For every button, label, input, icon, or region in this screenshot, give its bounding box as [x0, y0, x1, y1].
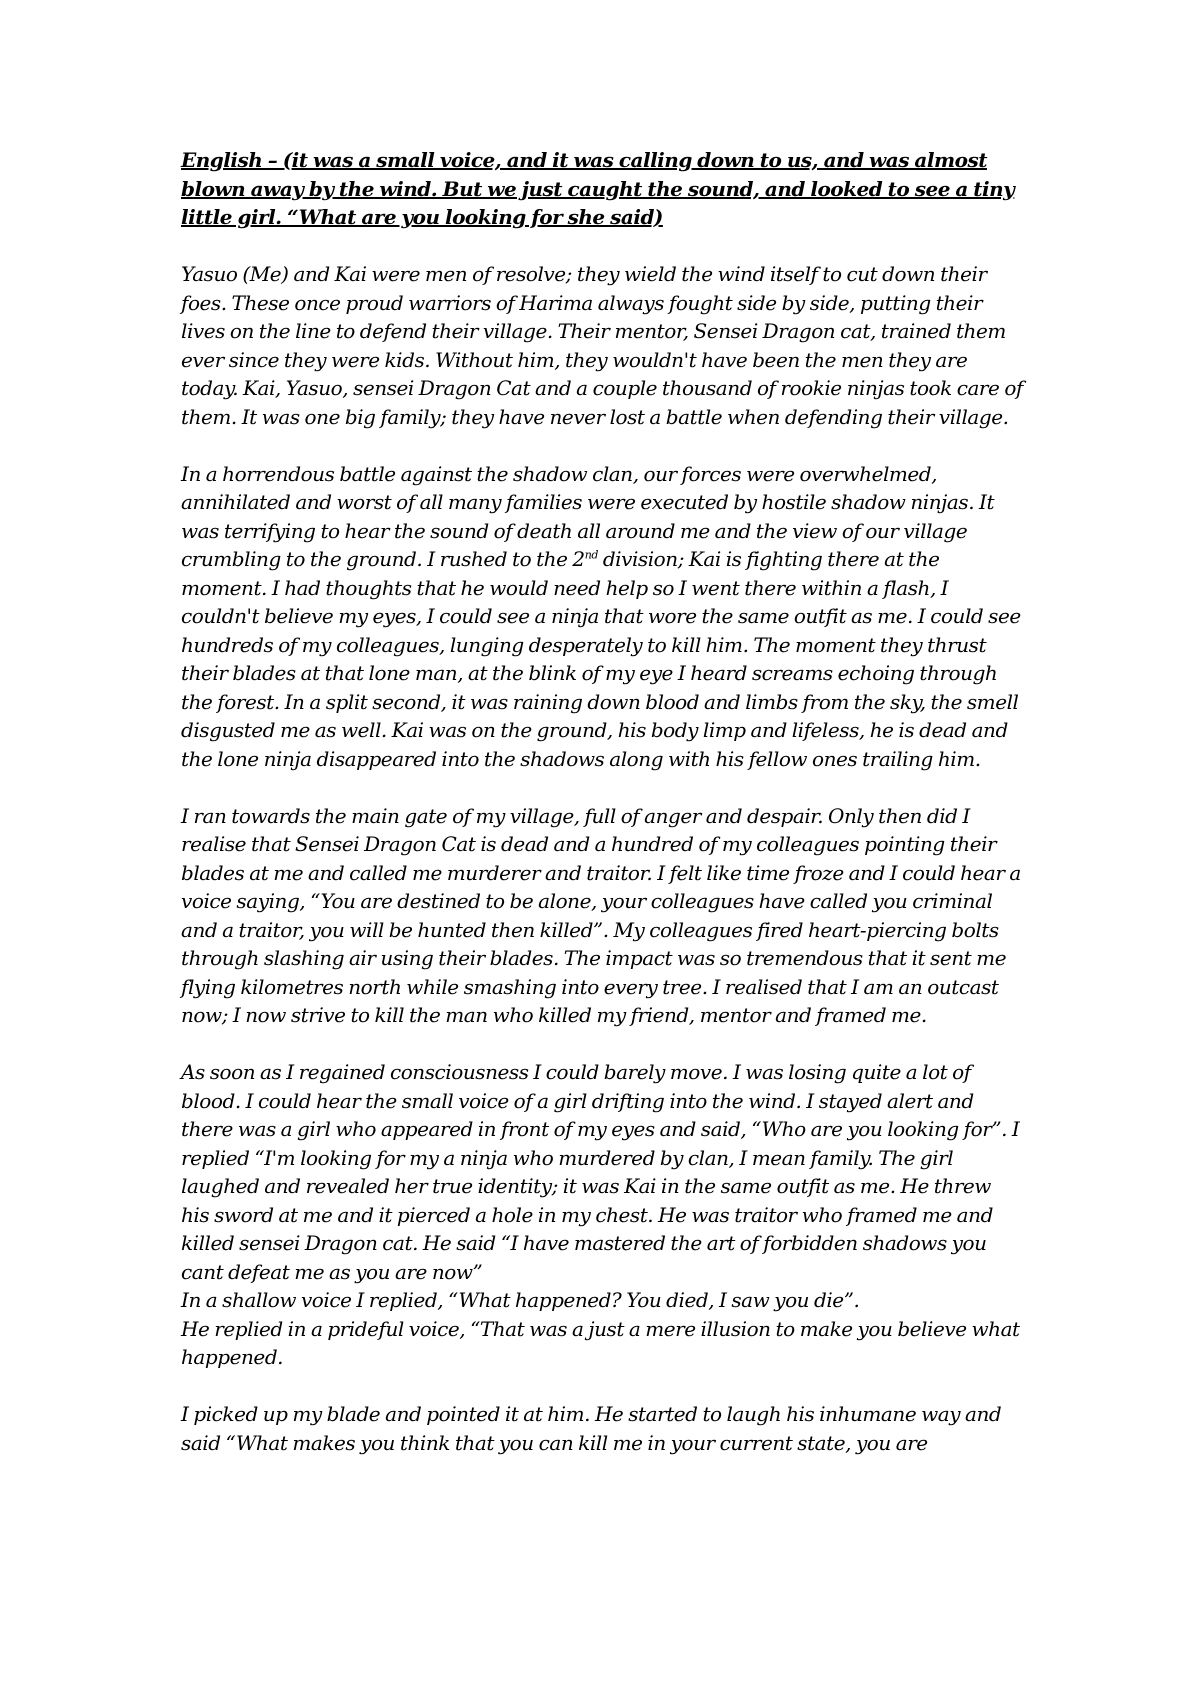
paragraph-2-text-b: division; Kai is fighting there at the moment. I had thoughts that he would need help so I went there within a flash, I couldn't believe my eyes, I could see a ninja that wore the same outfit as me. I could see hundreds of my colleagues, lunging desperately to kill him. The moment they thrust their blades at that lone man, at the blink of my eye I heard screams echoing through the forest. In a split second, it was raining down blood and limbs from the sky, the smell disgusted me as well. Kai was on the ground, his body limp and lifeless, he is dead and the lone ninja disappeared into the shadows along with his fellow ones trailing him. [181, 547, 1021, 771]
paragraph-6: He replied in a prideful voice, “That was a just a mere illusion to make you believe what happened. [181, 1316, 1020, 1369]
paragraph-3: I ran towards the main gate of my village, full of anger and despair. Only then did I realise that Sensei Dragon Cat is dead and a hundred of my colleagues pointing their blades at me and called me murderer and traitor. I felt like time froze and I could hear a voice saying, “You are destined to be alone, your colleagues have called you criminal and a traitor, you will be hunted then killed”. My colleagues fired heart-piercing bolts through slashing air using their blades. The impact was so tremendous that it sent me flying kilometres north while smashing into every tree. I realised that I am an outcast now; I now strive to kill the man who killed my friend, mentor and framed me. [181, 803, 1021, 1027]
paragraph-2-text-a: In a horrendous battle against the shadow clan, our forces were overwhelmed, annihilated and worst of all many families were executed by hostile shadow ninjas. It was terrifying to hear the sound of death all around me and the view of our village crumbling to the ground. I rushed to the 2 [181, 461, 995, 571]
paragraph-4: As soon as I regained consciousness I could barely move. I was losing quite a lot of blood. I could hear the small voice of a girl drifting into the wind. I stayed alert and there was a girl who appeared in front of my eyes and said, “Who are you looking for”. I replied “I'm looking for my a ninja who murdered by clan, I mean family. The girl laughed and revealed her true identity; it was Kai in the same outfit as me. He threw his sword at me and it pierced a hole in my chest. He was traitor who framed me and killed sensei Dragon cat. He said “I have mastered the art of forbidden shadows you cant defeat me as you are now” [181, 1060, 1020, 1284]
paragraph-7: I picked up my blade and pointed it at him. He started to laugh his inhumane way and said “What makes you think that you can kill me in your current state, you are [181, 1402, 1002, 1455]
paragraph-2 [181, 460, 1023, 774]
document-body [181, 146, 1023, 1486]
document-heading: English – (it was a small voice, and it was calling down to us, and was almost blown away by the wind. But we just caught the sound, and looked to see a tiny little girl. “What are you looking for she said) [181, 148, 1015, 229]
ordinal-suffix: nd [584, 548, 598, 562]
paragraph-1: Yasuo (Me) and Kai were men of resolve; they wield the wind itself to cut down their foes. These once proud warriors of Harima always fought side by side, putting their lives on the line to defend their village. Their mentor, Sensei Dragon cat, trained them ever since they were kids. Without him, they wouldn't have been the men they are today. Kai, Yasuo, sensei Dragon Cat and a couple thousand of rookie ninjas took care of them. It was one big family; they have never lost a battle when defending their village. [181, 262, 1023, 429]
paragraph-5: In a shallow voice I replied, “What happened? You died, I saw you die”. [181, 1288, 860, 1312]
